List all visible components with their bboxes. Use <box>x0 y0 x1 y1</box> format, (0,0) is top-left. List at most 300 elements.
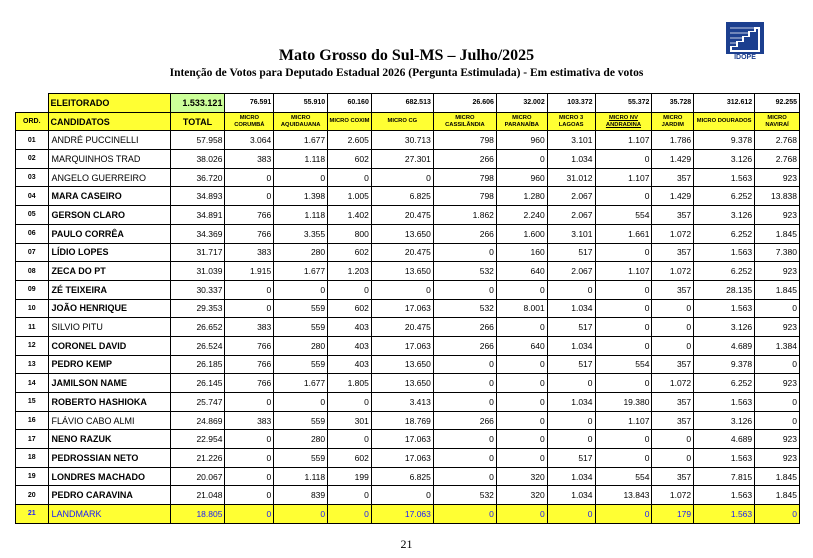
table-row <box>16 411 800 430</box>
header-region: MICRO 3 LAGOAS <box>547 112 595 131</box>
candidate-total: 30.337 <box>170 280 225 299</box>
row-ord: 20 <box>16 486 49 505</box>
region-value: 357 <box>652 393 694 412</box>
header-region: MICRO JARDIM <box>652 112 694 131</box>
electorate-region: 76.591 <box>225 94 274 113</box>
region-value: 17.063 <box>371 449 433 468</box>
region-value: 0 <box>496 505 547 524</box>
region-value: 17.063 <box>371 299 433 318</box>
electorate-region: 32.002 <box>496 94 547 113</box>
region-value: 3.355 <box>274 224 328 243</box>
electorate-region: 55.910 <box>274 94 328 113</box>
region-value: 559 <box>274 449 328 468</box>
header-candidates: CANDIDATOS <box>48 112 170 131</box>
region-value: 0 <box>547 430 595 449</box>
region-value: 320 <box>496 467 547 486</box>
candidate-total: 31.717 <box>170 243 225 262</box>
region-value: 554 <box>595 467 652 486</box>
region-value: 0 <box>433 505 496 524</box>
region-value: 357 <box>652 280 694 299</box>
row-ord: 18 <box>16 449 49 468</box>
candidate-name: PEDRO KEMP <box>48 355 170 374</box>
region-value: 532 <box>433 299 496 318</box>
region-value: 2.768 <box>755 131 800 150</box>
region-value: 1.203 <box>328 262 372 281</box>
region-value: 3.126 <box>694 150 755 169</box>
region-value: 923 <box>755 449 800 468</box>
region-value: 1.805 <box>328 374 372 393</box>
header-region: MICRO AQUIDAUANA <box>274 112 328 131</box>
row-ord: 16 <box>16 411 49 430</box>
candidate-name: PEDRO CARAVINA <box>48 486 170 505</box>
region-value: 0 <box>652 299 694 318</box>
region-value: 266 <box>433 411 496 430</box>
region-value: 17.063 <box>371 505 433 524</box>
region-value: 1.845 <box>755 280 800 299</box>
region-value: 1.118 <box>274 467 328 486</box>
region-value: 1.845 <box>755 224 800 243</box>
region-value: 2.067 <box>547 262 595 281</box>
row-ord: 03 <box>16 168 49 187</box>
row-ord: 14 <box>16 374 49 393</box>
region-value: 0 <box>595 243 652 262</box>
region-value: 0 <box>547 505 595 524</box>
region-value: 0 <box>595 280 652 299</box>
candidate-name: JOÃO HENRIQUE <box>48 299 170 318</box>
header-ord: ORD. <box>16 112 49 131</box>
page-number: 21 <box>400 537 413 551</box>
region-value: 0 <box>595 374 652 393</box>
header-region: MICRO NV ANDRADINA <box>595 112 652 131</box>
region-value: 179 <box>652 505 694 524</box>
region-value: 798 <box>433 168 496 187</box>
region-value: 13.650 <box>371 262 433 281</box>
region-value: 0 <box>328 280 372 299</box>
region-value: 1.661 <box>595 224 652 243</box>
region-value: 6.825 <box>371 187 433 206</box>
table-row <box>16 393 800 412</box>
region-value: 13.838 <box>755 187 800 206</box>
candidate-name: JAMILSON NAME <box>48 374 170 393</box>
region-value: 6.825 <box>371 467 433 486</box>
row-ord: 05 <box>16 206 49 225</box>
candidate-total: 20.067 <box>170 467 225 486</box>
header-region: MICRO CORUMBÁ <box>225 112 274 131</box>
region-value: 403 <box>328 355 372 374</box>
region-value: 798 <box>433 131 496 150</box>
region-value: 0 <box>225 393 274 412</box>
region-value: 0 <box>433 355 496 374</box>
candidate-name: MARA CASEIRO <box>48 187 170 206</box>
table-row <box>16 318 800 337</box>
region-value: 266 <box>433 224 496 243</box>
region-value: 0 <box>433 393 496 412</box>
region-value: 0 <box>433 449 496 468</box>
region-value: 923 <box>755 206 800 225</box>
region-value: 357 <box>652 355 694 374</box>
region-value: 0 <box>496 393 547 412</box>
electorate-total: 1.533.121 <box>170 94 225 113</box>
region-value: 0 <box>225 187 274 206</box>
region-value: 0 <box>225 449 274 468</box>
candidate-name: ANGELO GUERREIRO <box>48 168 170 187</box>
region-value: 0 <box>547 280 595 299</box>
table-row <box>16 280 800 299</box>
region-value: 0 <box>652 318 694 337</box>
candidate-total: 18.805 <box>170 505 225 524</box>
region-value: 17.063 <box>371 430 433 449</box>
region-value: 2.067 <box>547 206 595 225</box>
region-value: 6.252 <box>694 262 755 281</box>
row-ord: 21 <box>16 505 49 524</box>
table-row <box>16 299 800 318</box>
region-value: 602 <box>328 449 372 468</box>
region-value: 0 <box>328 168 372 187</box>
region-value: 559 <box>274 411 328 430</box>
region-value: 0 <box>755 411 800 430</box>
row-ord: 08 <box>16 262 49 281</box>
region-value: 960 <box>496 131 547 150</box>
region-value: 1.915 <box>225 262 274 281</box>
region-value: 6.252 <box>694 224 755 243</box>
table-row <box>16 355 800 374</box>
region-value: 559 <box>274 318 328 337</box>
candidate-name: FLÁVIO CABO ALMI <box>48 411 170 430</box>
region-value: 1.786 <box>652 131 694 150</box>
region-value: 0 <box>595 150 652 169</box>
region-value: 559 <box>274 299 328 318</box>
table-row <box>16 374 800 393</box>
region-value: 357 <box>652 467 694 486</box>
region-value: 0 <box>496 150 547 169</box>
electorate-region: 35.728 <box>652 94 694 113</box>
page-title: Mato Grosso do Sul-MS – Julho/2025 <box>278 47 535 64</box>
header-region: MICRO NAVIRAÍ <box>755 112 800 131</box>
region-value: 31.012 <box>547 168 595 187</box>
region-value: 1.429 <box>652 187 694 206</box>
region-value: 640 <box>496 336 547 355</box>
region-value: 19.380 <box>595 393 652 412</box>
region-value: 357 <box>652 168 694 187</box>
candidate-name: CORONEL DAVID <box>48 336 170 355</box>
table-row <box>16 168 800 187</box>
region-value: 6.252 <box>694 187 755 206</box>
candidate-name: SILVIO PITU <box>48 318 170 337</box>
region-value: 6.252 <box>694 374 755 393</box>
electorate-label: ELEITORADO <box>48 94 170 113</box>
region-value: 13.843 <box>595 486 652 505</box>
region-value: 1.563 <box>694 449 755 468</box>
header-region: MICRO DOURADOS <box>694 112 755 131</box>
region-value: 1.600 <box>496 224 547 243</box>
region-value: 0 <box>595 449 652 468</box>
candidate-name: GERSON CLARO <box>48 206 170 225</box>
region-value: 923 <box>755 318 800 337</box>
region-value: 2.240 <box>496 206 547 225</box>
region-value: 383 <box>225 150 274 169</box>
region-value: 532 <box>433 262 496 281</box>
region-value: 7.815 <box>694 467 755 486</box>
table-row <box>16 262 800 281</box>
region-value: 0 <box>433 430 496 449</box>
region-value: 0 <box>496 318 547 337</box>
candidate-name: ROBERTO HASHIOKA <box>48 393 170 412</box>
region-value: 7.380 <box>755 243 800 262</box>
region-value: 1.034 <box>547 299 595 318</box>
region-value: 320 <box>496 486 547 505</box>
region-value: 1.677 <box>274 131 328 150</box>
region-value: 0 <box>595 505 652 524</box>
region-value: 766 <box>225 355 274 374</box>
row-ord: 15 <box>16 393 49 412</box>
region-value: 3.126 <box>694 206 755 225</box>
region-value: 301 <box>328 411 372 430</box>
region-value: 9.378 <box>694 355 755 374</box>
candidate-total: 38.026 <box>170 150 225 169</box>
candidate-total: 26.524 <box>170 336 225 355</box>
region-value: 1.034 <box>547 486 595 505</box>
region-value: 0 <box>371 280 433 299</box>
region-value: 1.107 <box>595 131 652 150</box>
region-value: 27.301 <box>371 150 433 169</box>
region-value: 20.475 <box>371 318 433 337</box>
region-value: 1.118 <box>274 150 328 169</box>
region-value: 602 <box>328 299 372 318</box>
header-total: TOTAL <box>170 112 225 131</box>
region-value: 1.677 <box>274 374 328 393</box>
region-value: 0 <box>755 393 800 412</box>
region-value: 1.072 <box>652 224 694 243</box>
electorate-region: 92.255 <box>755 94 800 113</box>
electorate-region: 312.612 <box>694 94 755 113</box>
electorate-region: 26.606 <box>433 94 496 113</box>
region-value: 800 <box>328 224 372 243</box>
region-value: 517 <box>547 355 595 374</box>
region-value: 1.005 <box>328 187 372 206</box>
region-value: 1.072 <box>652 374 694 393</box>
header-region: MICRO PARANAÍBA <box>496 112 547 131</box>
table-row <box>16 430 800 449</box>
region-value: 517 <box>547 449 595 468</box>
region-value: 2.067 <box>547 187 595 206</box>
region-value: 0 <box>547 374 595 393</box>
region-value: 280 <box>274 336 328 355</box>
candidate-name: ANDRÉ PUCCINELLI <box>48 131 170 150</box>
row-ord: 09 <box>16 280 49 299</box>
region-value: 0 <box>371 168 433 187</box>
region-value: 1.034 <box>547 150 595 169</box>
region-value: 383 <box>225 318 274 337</box>
region-value: 517 <box>547 243 595 262</box>
region-value: 0 <box>496 430 547 449</box>
region-value: 1.384 <box>755 336 800 355</box>
table-row <box>16 187 800 206</box>
region-value: 280 <box>274 243 328 262</box>
region-value: 0 <box>433 280 496 299</box>
region-value: 559 <box>274 355 328 374</box>
region-value: 602 <box>328 243 372 262</box>
region-value: 0 <box>274 168 328 187</box>
region-value: 0 <box>595 430 652 449</box>
candidate-name: PEDROSSIAN NETO <box>48 449 170 468</box>
region-value: 0 <box>755 355 800 374</box>
region-value: 3.101 <box>547 224 595 243</box>
region-value: 839 <box>274 486 328 505</box>
candidate-total: 22.954 <box>170 430 225 449</box>
row-ord: 01 <box>16 131 49 150</box>
table-row <box>16 467 800 486</box>
region-value: 1.563 <box>694 243 755 262</box>
candidate-name: ZECA DO PT <box>48 262 170 281</box>
region-value: 0 <box>595 299 652 318</box>
region-value: 923 <box>755 374 800 393</box>
region-value: 0 <box>496 355 547 374</box>
region-value: 0 <box>274 280 328 299</box>
region-value: 0 <box>755 299 800 318</box>
region-value: 0 <box>274 505 328 524</box>
header-region: MICRO COXIM <box>328 112 372 131</box>
region-value: 602 <box>328 150 372 169</box>
candidate-total: 34.369 <box>170 224 225 243</box>
logo-text: IDOPE <box>734 54 756 61</box>
row-ord: 10 <box>16 299 49 318</box>
table-row <box>16 336 800 355</box>
region-value: 0 <box>595 336 652 355</box>
region-value: 0 <box>496 411 547 430</box>
region-value: 0 <box>328 486 372 505</box>
region-value: 0 <box>496 374 547 393</box>
region-value: 3.413 <box>371 393 433 412</box>
table-row <box>16 449 800 468</box>
region-value: 960 <box>496 168 547 187</box>
region-value: 17.063 <box>371 336 433 355</box>
region-value: 0 <box>595 318 652 337</box>
region-value: 0 <box>595 187 652 206</box>
candidate-total: 21.226 <box>170 449 225 468</box>
region-value: 266 <box>433 318 496 337</box>
table-row <box>16 243 800 262</box>
region-value: 8.001 <box>496 299 547 318</box>
region-value: 1.563 <box>694 505 755 524</box>
region-value: 266 <box>433 150 496 169</box>
electorate-region: 682.513 <box>371 94 433 113</box>
header-region: MICRO CASSILÂNDIA <box>433 112 496 131</box>
region-value: 266 <box>433 336 496 355</box>
region-value: 357 <box>652 243 694 262</box>
region-value: 0 <box>225 467 274 486</box>
candidate-total: 31.039 <box>170 262 225 281</box>
candidate-total: 24.869 <box>170 411 225 430</box>
electorate-region: 60.160 <box>328 94 372 113</box>
region-value: 798 <box>433 187 496 206</box>
region-value: 1.280 <box>496 187 547 206</box>
candidate-name: NENO RAZUK <box>48 430 170 449</box>
candidate-total: 34.893 <box>170 187 225 206</box>
region-value: 0 <box>328 505 372 524</box>
region-value: 1.563 <box>694 393 755 412</box>
region-value: 403 <box>328 336 372 355</box>
row-ord: 02 <box>16 150 49 169</box>
candidate-total: 25.747 <box>170 393 225 412</box>
region-value: 13.650 <box>371 355 433 374</box>
electorate-region: 55.372 <box>595 94 652 113</box>
candidate-total: 57.958 <box>170 131 225 150</box>
region-value: 28.135 <box>694 280 755 299</box>
row-ord: 19 <box>16 467 49 486</box>
table-row <box>16 505 800 524</box>
blank-cell <box>16 94 49 113</box>
region-value: 9.378 <box>694 131 755 150</box>
votes-table <box>15 93 800 524</box>
region-value: 0 <box>652 430 694 449</box>
region-value: 923 <box>755 262 800 281</box>
region-value: 280 <box>274 430 328 449</box>
candidate-name: LANDMARK <box>48 505 170 524</box>
region-value: 0 <box>225 430 274 449</box>
region-value: 4.689 <box>694 430 755 449</box>
region-value: 1.107 <box>595 168 652 187</box>
region-value: 0 <box>225 299 274 318</box>
region-value: 0 <box>371 486 433 505</box>
region-value: 1.563 <box>694 299 755 318</box>
row-ord: 13 <box>16 355 49 374</box>
electorate-row <box>16 94 800 113</box>
row-ord: 11 <box>16 318 49 337</box>
region-value: 0 <box>225 168 274 187</box>
candidate-total: 29.353 <box>170 299 225 318</box>
region-value: 640 <box>496 262 547 281</box>
region-value: 4.689 <box>694 336 755 355</box>
region-value: 1.429 <box>652 150 694 169</box>
region-value: 1.862 <box>433 206 496 225</box>
candidate-name: PAULO CORRÊA <box>48 224 170 243</box>
table-row <box>16 486 800 505</box>
region-value: 1.034 <box>547 467 595 486</box>
region-value: 0 <box>328 430 372 449</box>
region-value: 766 <box>225 224 274 243</box>
region-value: 0 <box>225 280 274 299</box>
region-value: 0 <box>433 243 496 262</box>
region-value: 160 <box>496 243 547 262</box>
electorate-region: 103.372 <box>547 94 595 113</box>
region-value: 13.650 <box>371 374 433 393</box>
table-row <box>16 206 800 225</box>
region-value: 1.034 <box>547 393 595 412</box>
region-value: 3.101 <box>547 131 595 150</box>
region-value: 199 <box>328 467 372 486</box>
region-value: 20.475 <box>371 206 433 225</box>
region-value: 766 <box>225 374 274 393</box>
table-row <box>16 150 800 169</box>
candidate-total: 26.652 <box>170 318 225 337</box>
region-value: 0 <box>496 280 547 299</box>
region-value: 13.650 <box>371 224 433 243</box>
region-value: 357 <box>652 411 694 430</box>
region-value: 766 <box>225 206 274 225</box>
region-value: 766 <box>225 336 274 355</box>
candidate-total: 36.720 <box>170 168 225 187</box>
region-value: 0 <box>433 467 496 486</box>
region-value: 532 <box>433 486 496 505</box>
region-value: 0 <box>328 393 372 412</box>
region-value: 554 <box>595 206 652 225</box>
row-ord: 07 <box>16 243 49 262</box>
region-value: 923 <box>755 168 800 187</box>
region-value: 1.107 <box>595 411 652 430</box>
region-value: 0 <box>225 505 274 524</box>
region-value: 1.034 <box>547 336 595 355</box>
region-value: 403 <box>328 318 372 337</box>
